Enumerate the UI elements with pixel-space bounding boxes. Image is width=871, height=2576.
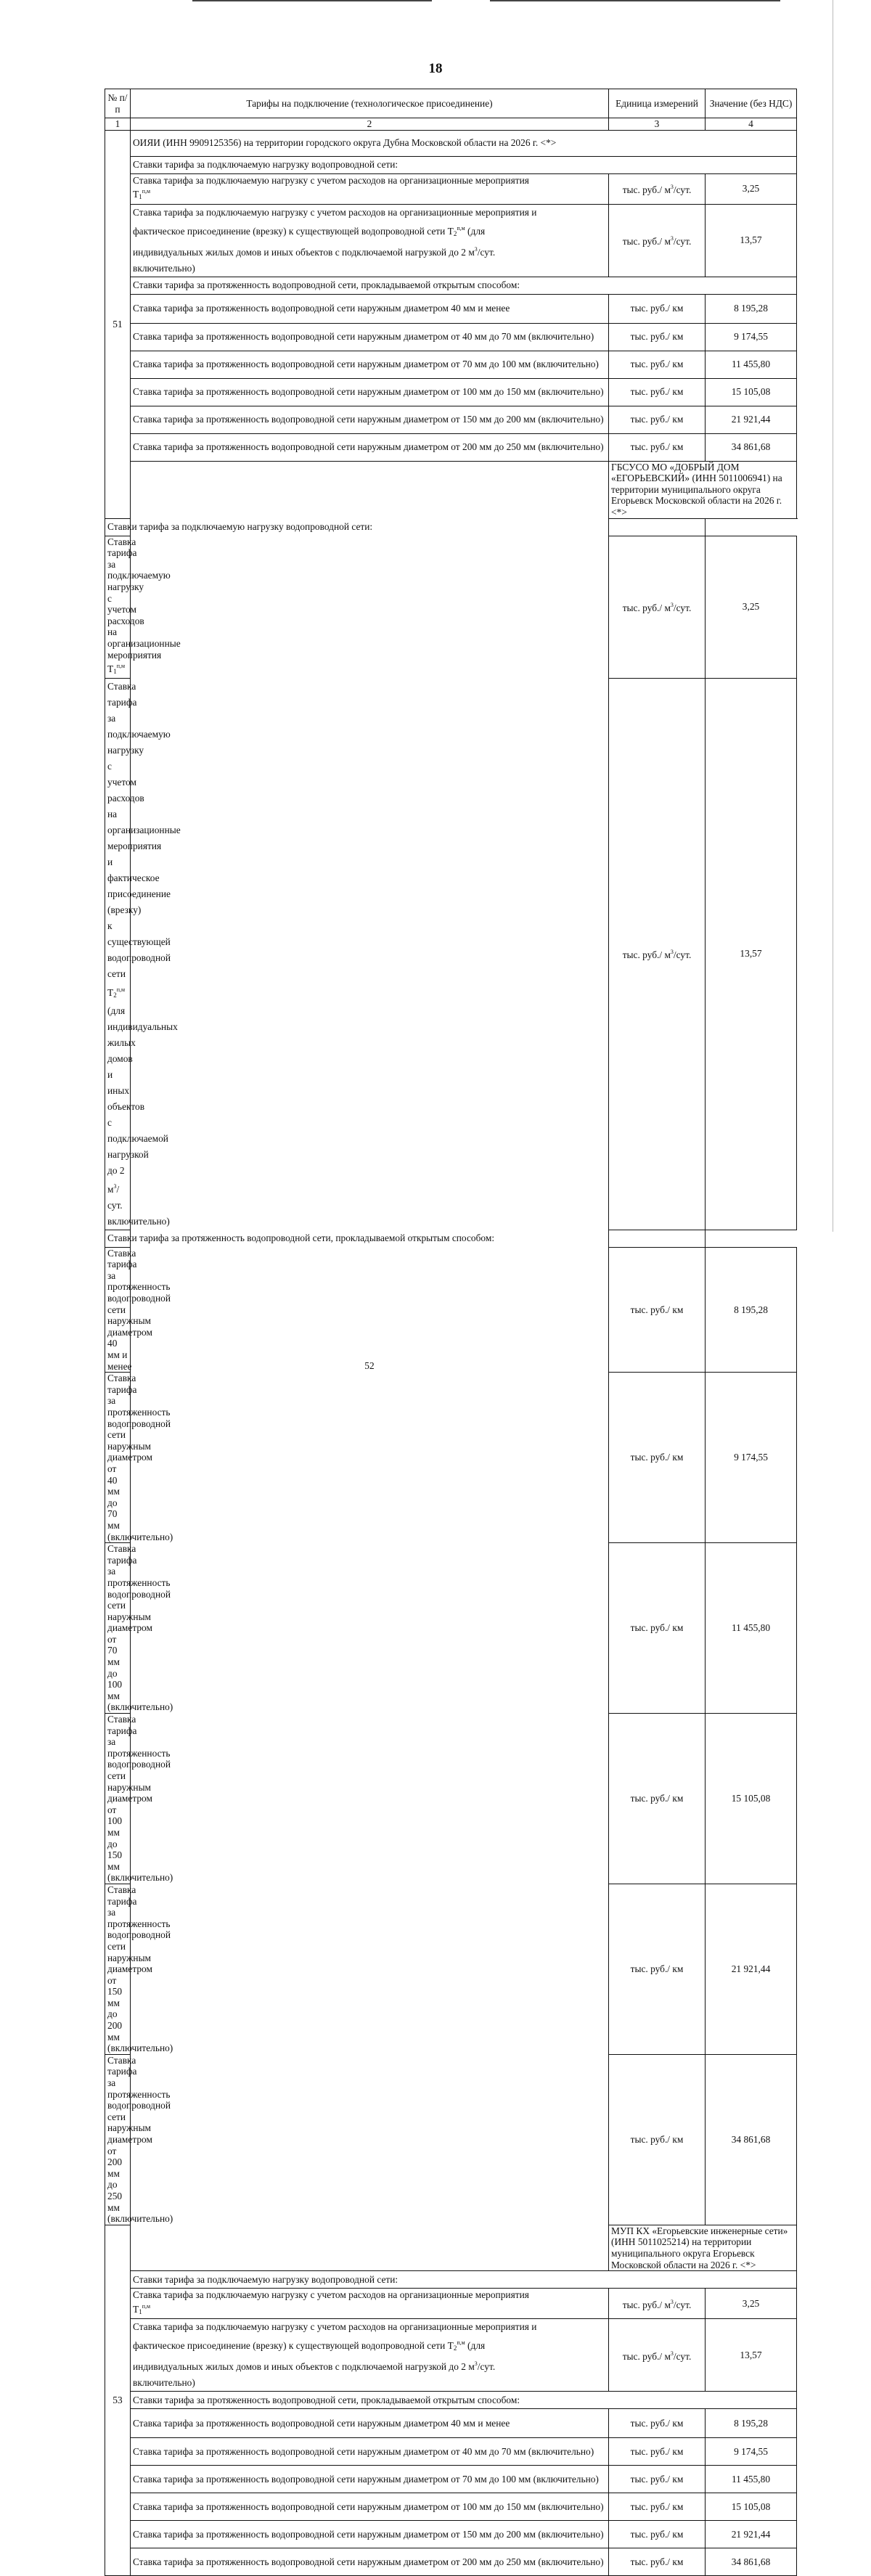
t2-superscript: п,м bbox=[457, 224, 465, 232]
organization-title: МУП КХ «Егорьевские инженерные сети» (ИНН 5011025214) на территории муниципального округа Егорьевск Московской области на 2026 г. <*> bbox=[609, 2225, 797, 2270]
tariff-unit: тыс. руб./ км bbox=[609, 2548, 706, 2576]
page-number: 18 bbox=[428, 61, 443, 76]
unit-sup: 3 bbox=[670, 184, 674, 191]
tariff-label-d70_100: Ставка тарифа за протяженность водопроводной сети наружным диаметром от 70 мм до 100 мм (включительно) bbox=[131, 351, 609, 378]
tariff-label-d200_250: Ставка тарифа за протяженность водопроводной сети наружным диаметром от 200 мм до 250 мм (включительно) bbox=[131, 433, 609, 461]
section-row bbox=[105, 1230, 797, 1247]
tariff-value-d40: 8 195,28 bbox=[706, 294, 797, 323]
section-label-load: Ставки тарифа за подключаемую нагрузку водопроводной сети: bbox=[105, 518, 706, 536]
t2-line2b: (для bbox=[465, 225, 486, 237]
scan-edge-top bbox=[192, 0, 432, 1]
header-row bbox=[105, 89, 797, 118]
tariff-label-d150_200: Ставка тарифа за протяженность водопроводной сети наружным диаметром от 150 мм до 200 мм (включительно) bbox=[131, 2521, 609, 2548]
tariff-row-t1 bbox=[105, 2289, 797, 2319]
tariff-value-d150_200: 21 921,44 bbox=[706, 406, 797, 433]
header-tariff: Тарифы на подключение (технологическое присоединение) bbox=[131, 89, 609, 118]
unit-b: /сут. bbox=[673, 602, 692, 614]
tariff-value-d100_150: 15 105,08 bbox=[706, 2493, 797, 2521]
t1-superscript: п,м bbox=[116, 663, 126, 670]
tariff-unit: тыс. руб./ км bbox=[609, 2521, 706, 2548]
section-label-load: Ставки тарифа за подключаемую нагрузку водопроводной сети: bbox=[131, 156, 797, 173]
t1-text: Ставка тарифа за подключаемую нагрузку с учетом расходов на организационные мероприятия bbox=[133, 174, 529, 186]
tariff-row-d40_70 bbox=[105, 323, 797, 351]
tariff-label-d40: Ставка тарифа за протяженность водопроводной сети наружным диаметром 40 мм и менее bbox=[131, 2409, 609, 2438]
t1-superscript: п,м bbox=[142, 2302, 151, 2310]
t2-line4: включительно) bbox=[133, 262, 195, 274]
unit-a: тыс. руб./ м bbox=[622, 184, 671, 196]
t2-line1: Ставка тарифа за подключаемую нагрузку с учетом расходов на организационные мероприятия и bbox=[107, 680, 181, 867]
tariff-unit: тыс. руб./ км bbox=[609, 323, 706, 351]
t1-symbol: T bbox=[133, 189, 139, 200]
tariff-row-d150_200 bbox=[105, 406, 797, 433]
tariff-label-t2 bbox=[105, 678, 181, 1230]
tariff-row-d150_200 bbox=[105, 2521, 797, 2548]
tariff-value-t1: 3,25 bbox=[706, 536, 797, 678]
tariff-unit: тыс. руб./ км bbox=[609, 433, 706, 461]
tariff-value-t2: 13,57 bbox=[706, 678, 797, 1230]
tariff-unit: тыс. руб./ км bbox=[609, 1247, 706, 1373]
t2-line2b: (для bbox=[107, 1005, 126, 1016]
tariff-label-d70_100: Ставка тарифа за протяженность водопроводной сети наружным диаметром от 70 мм до 100 мм (включительно) bbox=[105, 1543, 131, 1714]
tariff-unit bbox=[609, 2319, 706, 2392]
t1-symbol: T bbox=[107, 663, 114, 675]
tariff-unit: тыс. руб./ км bbox=[609, 406, 706, 433]
tariff-value-d150_200: 21 921,44 bbox=[706, 2521, 797, 2548]
t1-subscript: 1 bbox=[139, 2307, 142, 2315]
t2-subscript: 2 bbox=[453, 229, 457, 237]
unit-b: /сут. bbox=[673, 184, 692, 196]
tariff-row-d200_250 bbox=[105, 433, 797, 461]
unit-sup: 3 bbox=[670, 602, 674, 609]
t2-line3a: индивидуальных жилых домов и иных объектов с подключаемой нагрузкой до 2 м bbox=[133, 246, 475, 258]
tariff-unit: тыс. руб./ км bbox=[609, 1884, 706, 2054]
organization-number: 51 bbox=[105, 130, 131, 518]
tariff-row-t2 bbox=[105, 2319, 797, 2392]
tariff-unit: тыс. руб./ км bbox=[609, 1373, 706, 1543]
tariff-value-d200_250: 34 861,68 bbox=[706, 433, 797, 461]
t2-line2b: (для bbox=[465, 2340, 486, 2352]
t1-superscript: п,м bbox=[142, 188, 151, 195]
header-unit: Единица измерений bbox=[609, 89, 706, 118]
tariff-unit: тыс. руб./ км bbox=[609, 378, 706, 406]
unit-sup: 3 bbox=[670, 2350, 674, 2357]
t2-line3a: индивидуальных жилых домов и иных объектов с подключаемой нагрузкой до 2 м bbox=[107, 1021, 178, 1195]
tariff-row-d40 bbox=[105, 2409, 797, 2438]
tariff-row-t1 bbox=[105, 173, 797, 204]
tariff-value-d100_150: 15 105,08 bbox=[706, 1714, 797, 1884]
tariff-label-d70_100: Ставка тарифа за протяженность водопроводной сети наружным диаметром от 70 мм до 100 мм (включительно) bbox=[131, 2466, 609, 2493]
tariff-value-d40: 8 195,28 bbox=[706, 1247, 797, 1373]
tariff-label-d200_250: Ставка тарифа за протяженность водопроводной сети наружным диаметром от 200 мм до 250 мм (включительно) bbox=[131, 2548, 609, 2576]
tariff-label-d40_70: Ставка тарифа за протяженность водопроводной сети наружным диаметром от 40 мм до 70 мм (включительно) bbox=[105, 1373, 131, 1543]
tariff-value-d150_200: 21 921,44 bbox=[706, 1884, 797, 2054]
t1-text: Ставка тарифа за подключаемую нагрузку с учетом расходов на организационные мероприятия bbox=[133, 2289, 529, 2301]
tariff-label-t2 bbox=[131, 2319, 609, 2392]
tariff-row-d200_250 bbox=[105, 2548, 797, 2576]
tariff-value-t1: 3,25 bbox=[706, 2289, 797, 2319]
tariff-row-d40_70 bbox=[105, 2438, 797, 2466]
header-value: Значение (без НДС) bbox=[706, 89, 797, 118]
unit-a: тыс. руб./ м bbox=[622, 949, 671, 961]
tariff-table-body bbox=[105, 130, 797, 2576]
tariff-label-d150_200: Ставка тарифа за протяженность водопроводной сети наружным диаметром от 150 мм до 200 мм (включительно) bbox=[105, 1884, 131, 2054]
t2-line2a: фактическое присоединение (врезку) к существующей водопроводной сети T bbox=[133, 225, 454, 237]
section-row bbox=[105, 2271, 797, 2289]
t2-line3-sup: 3 bbox=[113, 1182, 117, 1190]
t2-line4: включительно) bbox=[133, 2377, 195, 2389]
section-row bbox=[105, 156, 797, 173]
t2-line3b: /сут. bbox=[477, 2361, 496, 2373]
unit-b: /сут. bbox=[673, 2350, 692, 2362]
tariff-label-d100_150: Ставка тарифа за протяженность водопроводной сети наружным диаметром от 100 мм до 150 мм (включительно) bbox=[131, 378, 609, 406]
organization-title: ОИЯИ (ИНН 9909125356) на территории городского округа Дубна Московской области на 2026 г. <*> bbox=[131, 130, 797, 156]
organization-number: 53 bbox=[105, 2225, 131, 2575]
tariff-value-t2: 13,57 bbox=[706, 204, 797, 277]
tariff-value-d40_70: 9 174,55 bbox=[706, 323, 797, 351]
t2-line2a: фактическое присоединение (врезку) к существующей водопроводной сети T bbox=[107, 872, 171, 998]
t2-line2a: фактическое присоединение (врезку) к существующей водопроводной сети T bbox=[133, 2340, 454, 2352]
unit-sup: 3 bbox=[670, 949, 674, 956]
tariff-row-t2 bbox=[105, 204, 797, 277]
organization-title: ГБСУСО МО «ДОБРЫЙ ДОМ «ЕГОРЬЕВСКИЙ» (ИНН 5011006941) на территории муниципального округа Егорьевск Московской области на 2026 г. <*> bbox=[609, 461, 797, 518]
unit-b: /сут. bbox=[673, 949, 692, 961]
tariff-label-d150_200: Ставка тарифа за протяженность водопроводной сети наружным диаметром от 150 мм до 200 мм (включительно) bbox=[131, 406, 609, 433]
t2-line4: включительно) bbox=[107, 1215, 170, 1227]
t2-subscript: 2 bbox=[113, 991, 117, 999]
tariff-label-d200_250: Ставка тарифа за протяженность водопроводной сети наружным диаметром от 200 мм до 250 мм (включительно) bbox=[105, 2054, 131, 2225]
tariff-unit: тыс. руб./ км bbox=[609, 351, 706, 378]
section-label-length: Ставки тарифа за протяженность водопроводной сети, прокладываемой открытым способом: bbox=[131, 277, 797, 294]
tariff-unit bbox=[609, 2289, 706, 2319]
tariff-unit: тыс. руб./ км bbox=[609, 1714, 706, 1884]
organization-title-row bbox=[105, 461, 797, 518]
tariff-value-d70_100: 11 455,80 bbox=[706, 1543, 797, 1714]
tariff-row-d100_150 bbox=[105, 2493, 797, 2521]
tariff-row-d70_100 bbox=[105, 351, 797, 378]
tariff-value-d70_100: 11 455,80 bbox=[706, 2466, 797, 2493]
tariff-label-t1 bbox=[131, 2289, 609, 2319]
tariff-value-d200_250: 34 861,68 bbox=[706, 2054, 797, 2225]
unit-a: тыс. руб./ м bbox=[622, 2299, 671, 2310]
tariff-value-d100_150: 15 105,08 bbox=[706, 378, 797, 406]
t1-subscript: 1 bbox=[139, 193, 142, 201]
unit-b: /сут. bbox=[673, 236, 692, 248]
tariff-row-d100_150 bbox=[105, 378, 797, 406]
tariff-row-d40 bbox=[105, 294, 797, 323]
unit-sup: 3 bbox=[670, 235, 674, 242]
header-index-4: 4 bbox=[706, 118, 797, 131]
tariff-value-t2: 13,57 bbox=[706, 2319, 797, 2392]
tariff-label-d40: Ставка тарифа за протяженность водопроводной сети наружным диаметром 40 мм и менее bbox=[105, 1247, 131, 1373]
header-index-1: 1 bbox=[105, 118, 131, 131]
unit-b: /сут. bbox=[673, 2299, 692, 2310]
tariff-value-d70_100: 11 455,80 bbox=[706, 351, 797, 378]
tariff-label-d40_70: Ставка тарифа за протяженность водопроводной сети наружным диаметром от 40 мм до 70 мм (включительно) bbox=[131, 323, 609, 351]
t2-line3-sup: 3 bbox=[474, 2360, 478, 2368]
section-label-load: Ставки тарифа за подключаемую нагрузку водопроводной сети: bbox=[131, 2271, 797, 2289]
header-index-2: 2 bbox=[131, 118, 609, 131]
section-row bbox=[105, 2392, 797, 2409]
unit-a: тыс. руб./ м bbox=[622, 602, 671, 614]
t2-line1: Ставка тарифа за подключаемую нагрузку с учетом расходов на организационные мероприятия и bbox=[133, 206, 537, 218]
t1-subscript: 1 bbox=[113, 668, 117, 676]
tariff-label-d100_150: Ставка тарифа за протяженность водопроводной сети наружным диаметром от 100 мм до 150 мм (включительно) bbox=[131, 2493, 609, 2521]
tariff-unit bbox=[609, 678, 706, 1230]
t2-line3a: индивидуальных жилых домов и иных объектов с подключаемой нагрузкой до 2 м bbox=[133, 2361, 475, 2373]
tariff-unit: тыс. руб./ км bbox=[609, 294, 706, 323]
tariff-label-d40: Ставка тарифа за протяженность водопроводной сети наружным диаметром 40 мм и менее bbox=[131, 294, 609, 323]
tariff-value-d200_250: 34 861,68 bbox=[706, 2548, 797, 2576]
tariff-label-t2 bbox=[131, 204, 609, 277]
tariff-value-d40: 8 195,28 bbox=[706, 2409, 797, 2438]
unit-a: тыс. руб./ м bbox=[622, 236, 671, 248]
t2-line3b: /сут. bbox=[477, 246, 496, 258]
section-label-length: Ставки тарифа за протяженность водопроводной сети, прокладываемой открытым способом: bbox=[131, 2392, 797, 2409]
tariff-table bbox=[105, 89, 797, 2576]
t2-line3-sup: 3 bbox=[474, 245, 478, 253]
tariff-label-d100_150: Ставка тарифа за протяженность водопроводной сети наружным диаметром от 100 мм до 150 мм (включительно) bbox=[105, 1714, 131, 1884]
unit-a: тыс. руб./ м bbox=[622, 2350, 671, 2362]
t2-superscript: п,м bbox=[116, 986, 126, 993]
tariff-unit bbox=[609, 536, 706, 678]
tariff-unit: тыс. руб./ км bbox=[609, 2438, 706, 2466]
tariff-unit: тыс. руб./ км bbox=[609, 2054, 706, 2225]
tariff-unit: тыс. руб./ км bbox=[609, 2466, 706, 2493]
t2-line3b: /сут. bbox=[107, 1183, 123, 1211]
tariff-value-d40_70: 9 174,55 bbox=[706, 1373, 797, 1543]
tariff-label-t1 bbox=[131, 173, 609, 204]
organization-number: 52 bbox=[131, 461, 609, 2271]
tariff-unit: тыс. руб./ км bbox=[609, 2493, 706, 2521]
scan-edge-top-right bbox=[490, 0, 780, 1]
section-label-length: Ставки тарифа за протяженность водопроводной сети, прокладываемой открытым способом: bbox=[105, 1230, 706, 1247]
t1-symbol: T bbox=[133, 2303, 139, 2315]
header-index-3: 3 bbox=[609, 118, 706, 131]
tariff-row-d70_100 bbox=[105, 2466, 797, 2493]
tariff-unit: тыс. руб./ км bbox=[609, 1543, 706, 1714]
tariff-label-d40_70: Ставка тарифа за протяженность водопроводной сети наружным диаметром от 40 мм до 70 мм (включительно) bbox=[131, 2438, 609, 2466]
section-row bbox=[105, 277, 797, 294]
tariff-value-d40_70: 9 174,55 bbox=[706, 2438, 797, 2466]
organization-title-row bbox=[105, 130, 797, 156]
tariff-unit bbox=[609, 173, 706, 204]
t1-text: Ставка тарифа за подключаемую нагрузку с учетом расходов на организационные мероприятия bbox=[107, 536, 181, 661]
section-row bbox=[105, 518, 797, 536]
header-index-row bbox=[105, 118, 797, 131]
tariff-unit: тыс. руб./ км bbox=[609, 2409, 706, 2438]
tariff-value-t1: 3,25 bbox=[706, 173, 797, 204]
header-number: № п/п bbox=[105, 89, 131, 118]
t2-subscript: 2 bbox=[453, 2344, 457, 2352]
tariff-label-t1 bbox=[105, 536, 181, 678]
t2-line1: Ставка тарифа за подключаемую нагрузку с учетом расходов на организационные мероприятия и bbox=[133, 2321, 537, 2333]
unit-sup: 3 bbox=[670, 2298, 674, 2305]
tariff-unit bbox=[609, 204, 706, 277]
t2-superscript: п,м bbox=[457, 2339, 465, 2347]
